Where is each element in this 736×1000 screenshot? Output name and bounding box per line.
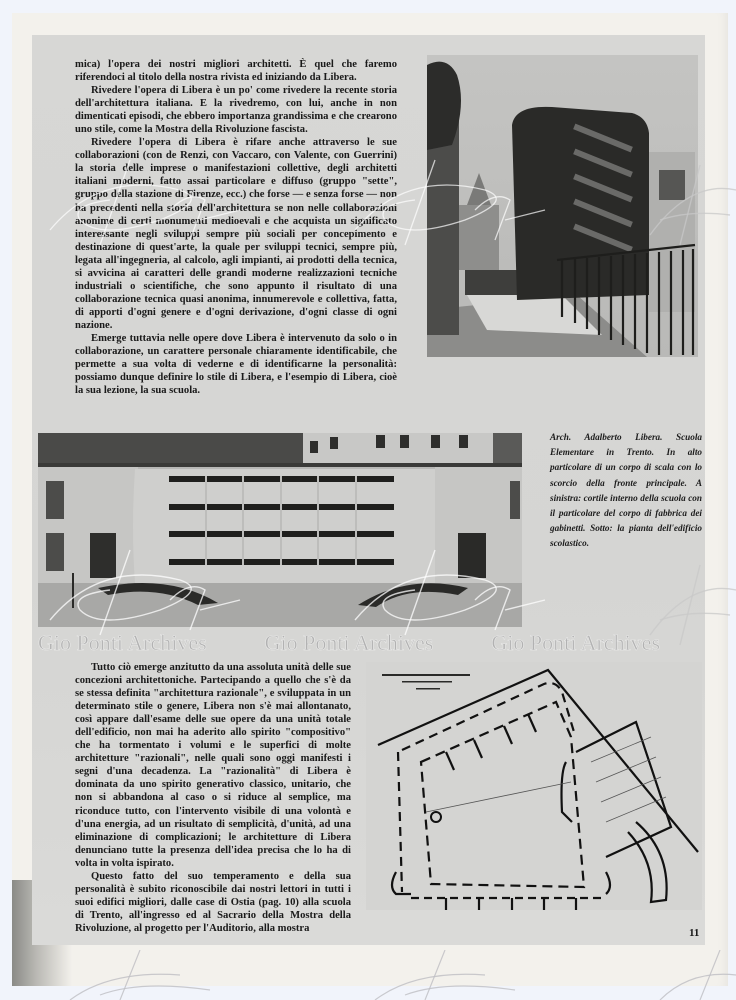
photo-courtyard bbox=[38, 433, 522, 627]
floor-plan-drawing bbox=[366, 662, 702, 910]
watermark-text: Gio Ponti Archives bbox=[264, 630, 434, 655]
article-text-bottom bbox=[75, 661, 351, 935]
paragraph: Tutto ciò emerge anzitutto da una assoluta unità delle sue concezioni architettoniche. Partecipando a quello che s'è da se stessa definita "architettura razionale", e sviluppata in un determinato stile o genere, Libera non s'è mai allontanato, così appare dall'esame delle sue opere da una unità totale dell'edificio, non mai ha aderito allo spirito "compositivo" che ha tormentato i volumi e le superfici di molte architetture "razionali", nelle quali sono oggi manifesti i segni d'una decadenza. La "razionalità" di Libera è dominata da uno spirito generativo classico, unitario, che non si abbandona al caso o si riduce al semplice, ma riconduce tutto, con l'intervento visibile di una volontà e d'una energia, ad un risultato di semplicità, d'unità, ad una eliminazione di complicazioni; le architetture di Libera denunciano tutte la presenza dell'idea precisa che lo ha di volta in volta ispirato. bbox=[75, 662, 351, 869]
paragraph: Rivedere l'opera di Libera è rifare anche attraverso le sue collaborazioni (con de Renzi, con Vaccaro, con Valente, con Guerrini) la storia delle imprese o manifestazioni collettive, degli architetti italiani moderni, fatto assai particolare e diffuso (gruppo "sette", gruppo della stazione di Firenze, ecc.) che forse — e senza forse — non ha precedenti nella storia dell'architettura se non nelle collaborazioni anonime di certi monumenti medioevali e che acquista un significato interessante negli sviluppi sempre più sociali per concepimento e destinazione di quest'arte, la quale per sviluppi tecnici, sempre più, legata all'ingegneria, al calcolo, agli impianti, ai prodotti della tecnica, si avvicina ai caratteri delle grandi moderne realizzazioni tecniche industriali o scientifiche, che sono appunto il risultato di una collaborazione tecnica quasi anonima, innumerevole e collettiva, fatta, di apporti d'ogni genere e d'ogni derivazione, d'ogni classe di ogni nazione. bbox=[75, 137, 397, 331]
watermark-text: Gio Ponti Archives bbox=[491, 630, 661, 655]
paragraph: Emerge tuttavia nelle opere dove Libera è intervenuto da solo o in collaborazione, un carattere personale chiaramente identificabile, che permette a sua volta di vederne e di identificarne la personalità: possiamo dunque definire lo stile di Libera, e l'esempio di Libera, cioè la sua lezione, la sua scuola. bbox=[75, 332, 397, 397]
photo-caption: Arch. Adalberto Libera. Scuola Elementare in Trento. In alto particolare di un corpo di scala con lo scorcio della fronte principale. A sinistra: cortile interno della scuola con il particolare del corpo di fabbrica dei gabinetti. Sotto: la pianta dell'edificio scolastico. bbox=[550, 432, 702, 549]
photo-stair-tower bbox=[427, 55, 698, 357]
paragraph: mica) l'opera dei nostri migliori architetti. È quel che faremo riferendoci al titolo della nostra rivista ed iniziando da Libera. bbox=[75, 59, 397, 84]
paragraph: Questo fatto del suo temperamento e della sua personalità è subito riconoscibile dai nostri lettori in tutti i suoi edifici migliori, dalle case di Ostia (pag. 10) alla scuola di Trento, all'ingresso ed al Sacrario della Mostra della Rivoluzione, al progetto per l'Auditorio, alla mostra bbox=[75, 870, 351, 934]
watermark-band bbox=[38, 630, 728, 656]
watermark-text: Gio Ponti Archives bbox=[38, 630, 207, 655]
article-text-top bbox=[75, 58, 397, 397]
page-number: 11 bbox=[689, 927, 700, 939]
paragraph: Rivedere l'opera di Libera è un po' come rivedere la recente storia dell'architettura italiana. E la rivedremo, con lui, anche in non dimenticati episodi, che ebbero importanza grandissima e che crearono uno stile, come la Mostra della Rivoluzione fascista. bbox=[75, 85, 397, 136]
